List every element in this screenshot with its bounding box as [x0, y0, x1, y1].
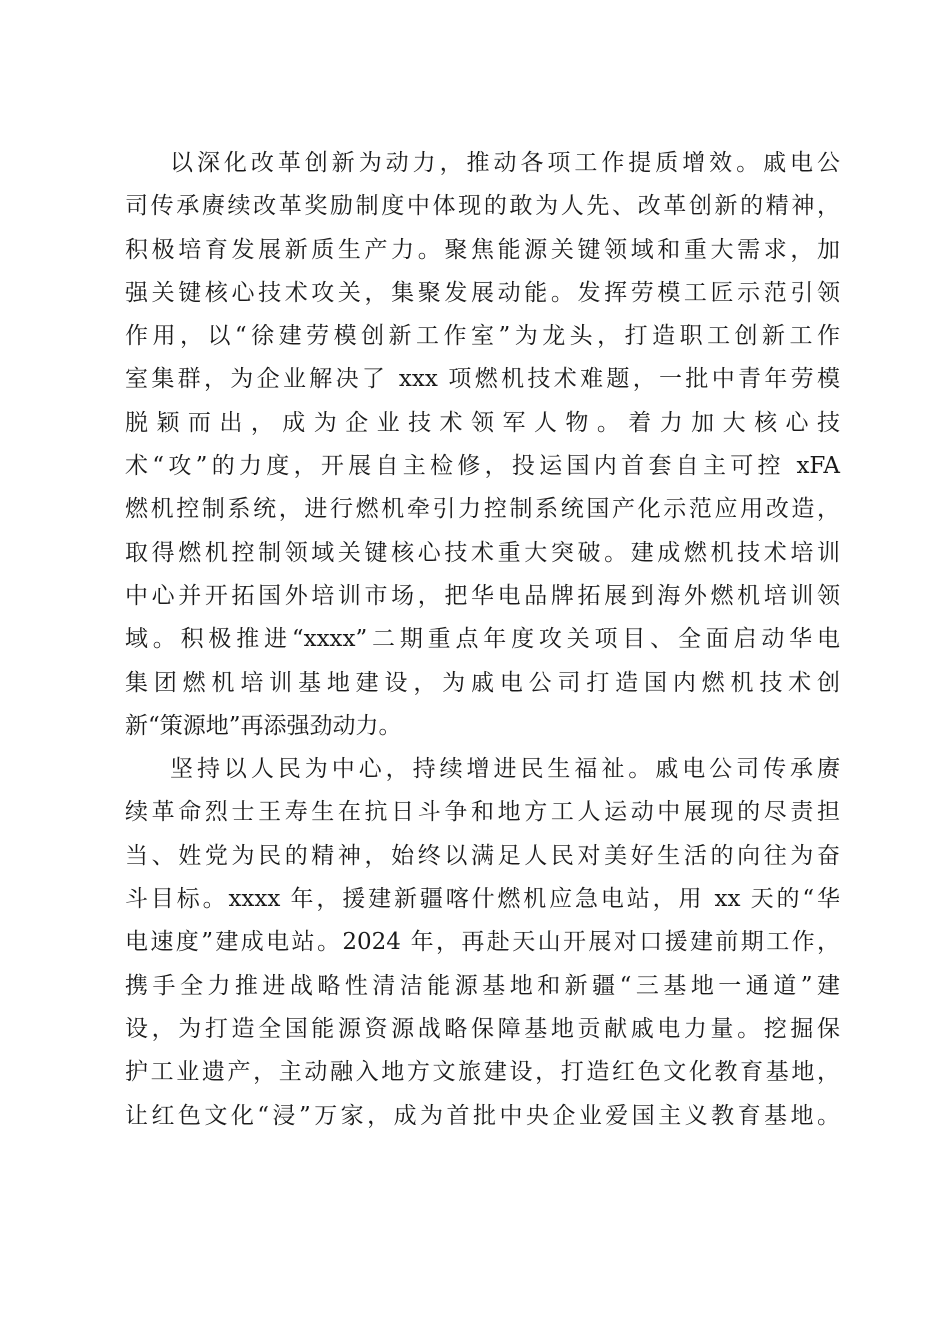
text-line: 中心并开拓国外培训市场，把华电品牌拓展到海外燃机培训领: [125, 582, 840, 609]
text-line: 新“策源地”再添强劲动力。: [125, 712, 402, 739]
text-line: 室集群，为企业解决了 xxx 项燃机技术难题，一批中青年劳模: [125, 366, 840, 393]
text-line: 司传承赓续改革奖励制度中体现的敢为人先、改革创新的精神，: [125, 193, 840, 220]
text-line: 强关键核心技术攻关，集聚发展动能。发挥劳模工匠示范引领: [125, 279, 840, 306]
text-line: 续革命烈士王寿生在抗日斗争和地方工人运动中展现的尽责担: [125, 799, 840, 826]
text-line: 作用，以“徐建劳模创新工作室”为龙头，打造职工创新工作: [125, 323, 840, 350]
text-line: 域。积极推进“xxxx”二期重点年度攻关项目、全面启动华电: [125, 626, 840, 653]
text-line: 坚持以人民为中心，持续增进民生福祉。戚电公司传承赓: [170, 756, 840, 783]
text-line: 电速度”建成电站。2024 年，再赴天山开展对口援建前期工作，: [125, 929, 840, 956]
text-line: 燃机控制系统，进行燃机牵引力控制系统国产化示范应用改造，: [125, 496, 840, 523]
text-line: 斗目标。xxxx 年，援建新疆喀什燃机应急电站，用 xx 天的“华: [125, 886, 840, 913]
text-line: 术“攻”的力度，开展自主检修，投运国内首套自主可控 xFA: [125, 453, 840, 480]
text-line: 积极培育发展新质生产力。聚焦能源关键领域和重大需求，加: [125, 236, 840, 263]
paragraph-1: [125, 142, 840, 748]
paragraph-2: [125, 748, 840, 1138]
text-line: 携手全力推进战略性清洁能源基地和新疆“三基地一通道”建: [125, 972, 840, 999]
text-line: 护工业遗产，主动融入地方文旅建设，打造红色文化教育基地，: [125, 1059, 840, 1086]
text-line: 让红色文化“浸”万家，成为首批中央企业爱国主义教育基地。: [125, 1102, 840, 1129]
text-line: 设，为打造全国能源资源战略保障基地贡献戚电力量。挖掘保: [125, 1015, 840, 1042]
text-line: 当、姓党为民的精神，始终以满足人民对美好生活的向往为奋: [125, 842, 840, 869]
text-line: 脱颖而出，成为企业技术领军人物。着力加大核心技: [125, 409, 840, 436]
text-line: 取得燃机控制领域关键核心技术重大突破。建成燃机技术培训: [125, 539, 840, 566]
body-text: [125, 142, 840, 1138]
text-line: 以深化改革创新为动力，推动各项工作提质增效。戚电公: [170, 150, 840, 176]
text-line: 集团燃机培训基地建设，为戚电公司打造国内燃机技术创: [125, 669, 840, 696]
